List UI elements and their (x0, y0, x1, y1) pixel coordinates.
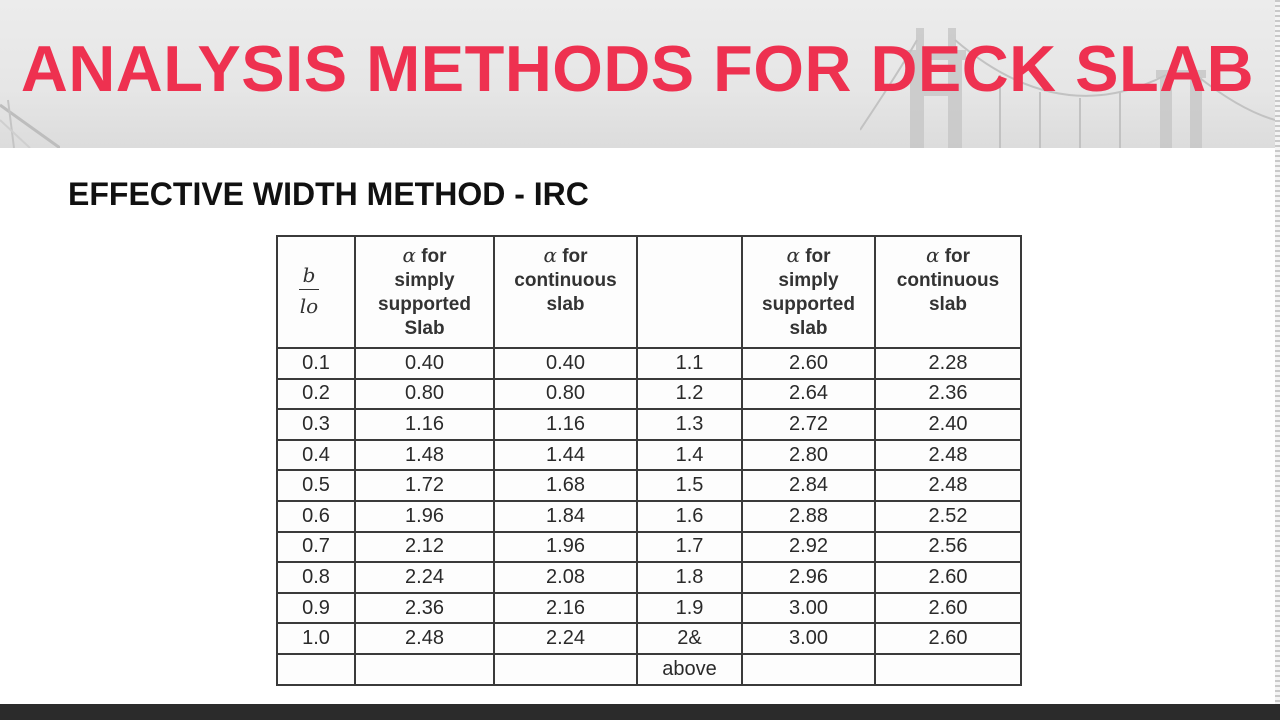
table-cell: 0.4 (277, 440, 355, 471)
table-row (277, 623, 1021, 654)
table-cell: 2& (637, 623, 742, 654)
table-cell: 1.96 (355, 501, 494, 532)
table-cell (277, 654, 355, 685)
side-strip (1275, 0, 1280, 720)
table-cell: 1.48 (355, 440, 494, 471)
table (276, 235, 1022, 686)
header-text: Slab (404, 318, 445, 339)
table-cell: 0.40 (355, 348, 494, 379)
table-cell: 1.2 (637, 379, 742, 410)
table-cell: 0.9 (277, 593, 355, 624)
table-cell: 1.9 (637, 593, 742, 624)
alpha-symbol: α (402, 243, 416, 267)
table-row (277, 348, 1021, 379)
slide-subtitle: EFFECTIVE WIDTH METHOD - IRC (68, 176, 589, 212)
table-row (277, 379, 1021, 410)
table-cell: 1.1 (637, 348, 742, 379)
table-cell: 0.80 (355, 379, 494, 410)
table-cell: 2.12 (355, 532, 494, 563)
table-cell: 1.84 (494, 501, 637, 532)
table-row (277, 440, 1021, 471)
header-text: continuous (514, 270, 617, 291)
table-cell: 2.60 (875, 623, 1021, 654)
table-cell: 0.2 (277, 379, 355, 410)
table-cell: 0.3 (277, 409, 355, 440)
alpha-symbol: α (925, 243, 940, 267)
table-cell: 2.80 (742, 440, 875, 471)
table-cell: 2.96 (742, 562, 875, 593)
table-cell: 1.5 (637, 470, 742, 501)
table-cell: 0.1 (277, 348, 355, 379)
table-row (277, 654, 1021, 685)
table-cell: 2.24 (494, 623, 637, 654)
table-cell: 1.96 (494, 532, 637, 563)
header-text: for (944, 246, 971, 267)
header-alpha-simply-supported-2 (742, 236, 875, 348)
table-row (277, 470, 1021, 501)
header-text: for (562, 246, 588, 267)
table-cell (875, 654, 1021, 685)
table-cell: 1.8 (637, 562, 742, 593)
table-cell: 1.16 (494, 409, 637, 440)
table-row (277, 562, 1021, 593)
table-cell: 1.4 (637, 440, 742, 471)
table-cell (494, 654, 637, 685)
table-cell: 1.6 (637, 501, 742, 532)
table-cell: 1.68 (494, 470, 637, 501)
header-empty (637, 236, 742, 348)
table-cell: 2.36 (355, 593, 494, 624)
table-cell: 2.72 (742, 409, 875, 440)
header-ratio (277, 236, 355, 348)
table-row (277, 593, 1021, 624)
table-cell: 1.3 (637, 409, 742, 440)
table-cell: 3.00 (742, 623, 875, 654)
table-cell: 0.5 (277, 470, 355, 501)
table-cell: 2.88 (742, 501, 875, 532)
table-cell: 0.7 (277, 532, 355, 563)
table-cell: 2.16 (494, 593, 637, 624)
header-text: for (421, 246, 447, 267)
table-cell: 2.60 (875, 562, 1021, 593)
header-text: for (805, 246, 831, 267)
table-cell: 2.64 (742, 379, 875, 410)
table-cell: 2.84 (742, 470, 875, 501)
table-cell: above (637, 654, 742, 685)
table-cell: 2.52 (875, 501, 1021, 532)
table-cell: 2.24 (355, 562, 494, 593)
header-text: supported (378, 294, 471, 315)
header-alpha-continuous (494, 236, 637, 348)
ratio-denominator: lo (299, 294, 319, 318)
header-alpha-simply-supported (355, 236, 494, 348)
table-cell: 0.8 (277, 562, 355, 593)
table-row (277, 409, 1021, 440)
ratio-fraction (299, 265, 320, 316)
ratio-numerator: b (299, 265, 320, 290)
table-cell: 1.44 (494, 440, 637, 471)
header-text: supported (762, 294, 855, 315)
table-cell: 1.7 (637, 532, 742, 563)
header-text: slab (928, 294, 968, 315)
alpha-symbol: α (786, 243, 800, 267)
table-cell: 1.72 (355, 470, 494, 501)
table-body (277, 348, 1021, 685)
header-text: slab (789, 318, 828, 339)
table-cell: 1.0 (277, 623, 355, 654)
slide-title: ANALYSIS METHODS FOR DECK SLAB (20, 32, 1255, 105)
table-cell: 2.08 (494, 562, 637, 593)
table-cell: 0.6 (277, 501, 355, 532)
table-row (277, 501, 1021, 532)
table-cell (742, 654, 875, 685)
header-text: slab (546, 294, 585, 315)
header-alpha-continuous-2 (875, 236, 1021, 348)
table-cell: 2.36 (875, 379, 1021, 410)
table-cell: 2.60 (875, 593, 1021, 624)
table-cell: 2.48 (875, 440, 1021, 471)
header-band (0, 0, 1275, 148)
header-text: simply (778, 270, 839, 291)
table-header-row (277, 236, 1021, 348)
header-text: simply (394, 270, 455, 291)
table-cell: 2.56 (875, 532, 1021, 563)
table-cell: 2.40 (875, 409, 1021, 440)
table-cell: 3.00 (742, 593, 875, 624)
table-cell (355, 654, 494, 685)
table-cell: 2.48 (355, 623, 494, 654)
header-text: continuous (896, 270, 1000, 291)
table-cell: 0.40 (494, 348, 637, 379)
bottom-bar (0, 704, 1280, 720)
table-cell: 0.80 (494, 379, 637, 410)
table-cell: 2.92 (742, 532, 875, 563)
table-cell: 1.16 (355, 409, 494, 440)
table-cell: 2.60 (742, 348, 875, 379)
table-row (277, 532, 1021, 563)
alpha-symbol: α (543, 243, 557, 267)
alpha-coefficient-table (276, 235, 1020, 683)
table-cell: 2.48 (875, 470, 1021, 501)
table-cell: 2.28 (875, 348, 1021, 379)
